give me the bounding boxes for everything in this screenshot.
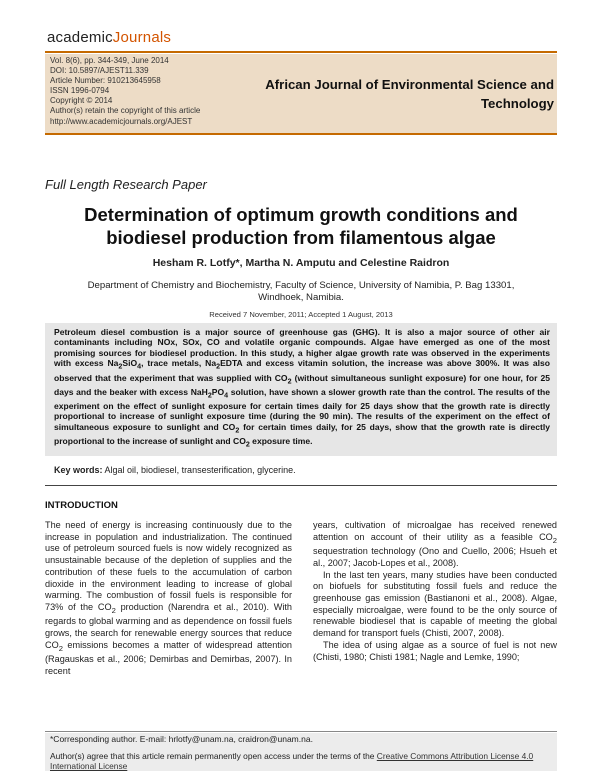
paragraph: The idea of using algae as a source of fuel is not new (Chisti, 1980; Chisti 1981; Nagle and Lemke, 1990;: [313, 639, 557, 662]
journal-title-line1: African Journal of Environmental Science and: [265, 77, 554, 92]
meta-copyright: Copyright © 2014: [50, 96, 113, 106]
meta-issn: ISSN 1996-0794: [50, 86, 110, 96]
publisher-name-part1: academic: [47, 29, 113, 46]
meta-doi: DOI: 10.5897/AJEST11.339: [50, 66, 149, 76]
paper-type: Full Length Research Paper: [45, 177, 207, 192]
received-dates: Received 7 November, 2011; Accepted 1 August, 2013: [209, 310, 393, 319]
license-link[interactable]: Creative Commons Attribution License 4.0 International License: [50, 751, 534, 771]
publisher-name-part2: Journals: [112, 29, 172, 46]
header-top-rule: [45, 51, 557, 53]
authors: Hesham R. Lotfy*, Martha N. Amputu and Celestine Raidron: [152, 257, 450, 269]
paragraph: In the last ten years, many studies have been conducted on biofuels for substituting fossil fuels and reduce the greenhouse gas emission (Bastianoni et al., 2008). Algae, especially microalgae, were found to be the only source of renewable biodiesel that is capable of meeting the global demand for transport fuels (Chisti, 2007, 2008).: [313, 569, 557, 639]
publisher-logo: [47, 29, 171, 46]
license-text: Author(s) agree that this article remain permanently open access under the terms of the: [50, 751, 377, 761]
article-metadata: [50, 56, 255, 127]
section-heading-introduction: INTRODUCTION: [45, 500, 118, 511]
meta-rights: Author(s) retain the copyright of this article: [50, 106, 201, 116]
meta-article-number: Article Number: 910213645958: [50, 76, 161, 86]
affiliation-line1: Department of Chemistry and Biochemistry, Faculty of Science, University of Namibia, P. Bag 13301,: [87, 280, 515, 291]
license-note: [50, 751, 552, 771]
meta-volume: Vol. 8(6), pp. 344-349, June 2014: [50, 56, 169, 65]
abstract-text: Petroleum diesel combustion is a major source of greenhouse gas (GHG). It is also a major source of other air contaminants including NOx, SOx, CO and volatile organic compounds. Algae have emerged as one of the most promising sources for biodiesel production. In this study, a higher algae growth rate was observed in the experiments with excess $Na_2SiO_4$, trace metals, $Na_2EDTA$ and excess vitamin solution, the increase was above 300%. It was also observed that the experiment that was supplied with $CO_2$ (without simultaneous sunlight exposure) for one hour, for 25 days and the beaker with excess $NaH_2PO_4$ solution, have shown a slower growth rate than the control. The results of the experiment on the effect of sunlight exposure for certain times daily for 25 days show that the growth rate is directly proportional to increase of sunlight exposure time (during the 90 min). The results of the experiment on the effect of simultaneous exposure to sunlight and $CO_2$ for certain times daily, for 25 days, show that the growth rate is directly proportional to the increase of sunlight and $CO_2$ exposure time.: [54, 327, 550, 449]
meta-url[interactable]: http://www.academicjournals.org/AJEST: [50, 116, 193, 126]
abstract-divider: [45, 485, 557, 486]
keywords-label: Key words:: [54, 465, 103, 475]
paper-title: [45, 203, 557, 249]
body-column-left: [45, 520, 292, 678]
footnote-rule: [45, 731, 557, 732]
paragraph: The need of energy is increasing continuously due to the increase in population and industrialization. The continued use of petroleum sourced fuels is now widely recognized as unsustainable because of the depletion of supplies and the contribution of these fuels to the accumulation of carbon dioxide in the environment leading to increase of global warming. The combustion of fossil fuels is responsible for 73% of the $CO_2$ production (Narendra et al., 2010). With regards to global warming and as dependence on fossil fuels grows, the search for renewable energy sources that reduce $CO_2$ emissions becomes a matter of widespread attention (Ragauskas et al., 2006; Demirbas and Demirbas, 2007). In recent: [45, 520, 293, 677]
journal-title: [262, 75, 554, 113]
keywords: [54, 465, 554, 475]
header-bottom-rule: [45, 133, 557, 135]
keywords-text: Algal oil, biodiesel, transesterification, glycerine.: [102, 465, 296, 475]
corresponding-author: *Corresponding author. E-mail: hrlotfy@unam.na, craidron@unam.na.: [50, 734, 313, 744]
affiliation-line2: Windhoek, Namibia.: [258, 292, 344, 303]
body-column-right: [313, 520, 557, 663]
paper-title-line1: Determination of optimum growth conditions and: [84, 204, 518, 225]
paper-title-line2: biodiesel production from filamentous algae: [106, 227, 496, 248]
affiliation: [85, 280, 517, 304]
paragraph: years, cultivation of microalgae has received renewed attention on account of their utility as a feasible $CO_2$ sequestration technology (Ono and Cuello, 2006; Hsueh et al., 2007; Jacob-Lopes et al., 2008).: [313, 520, 557, 568]
journal-title-line2: Technology: [480, 96, 554, 111]
